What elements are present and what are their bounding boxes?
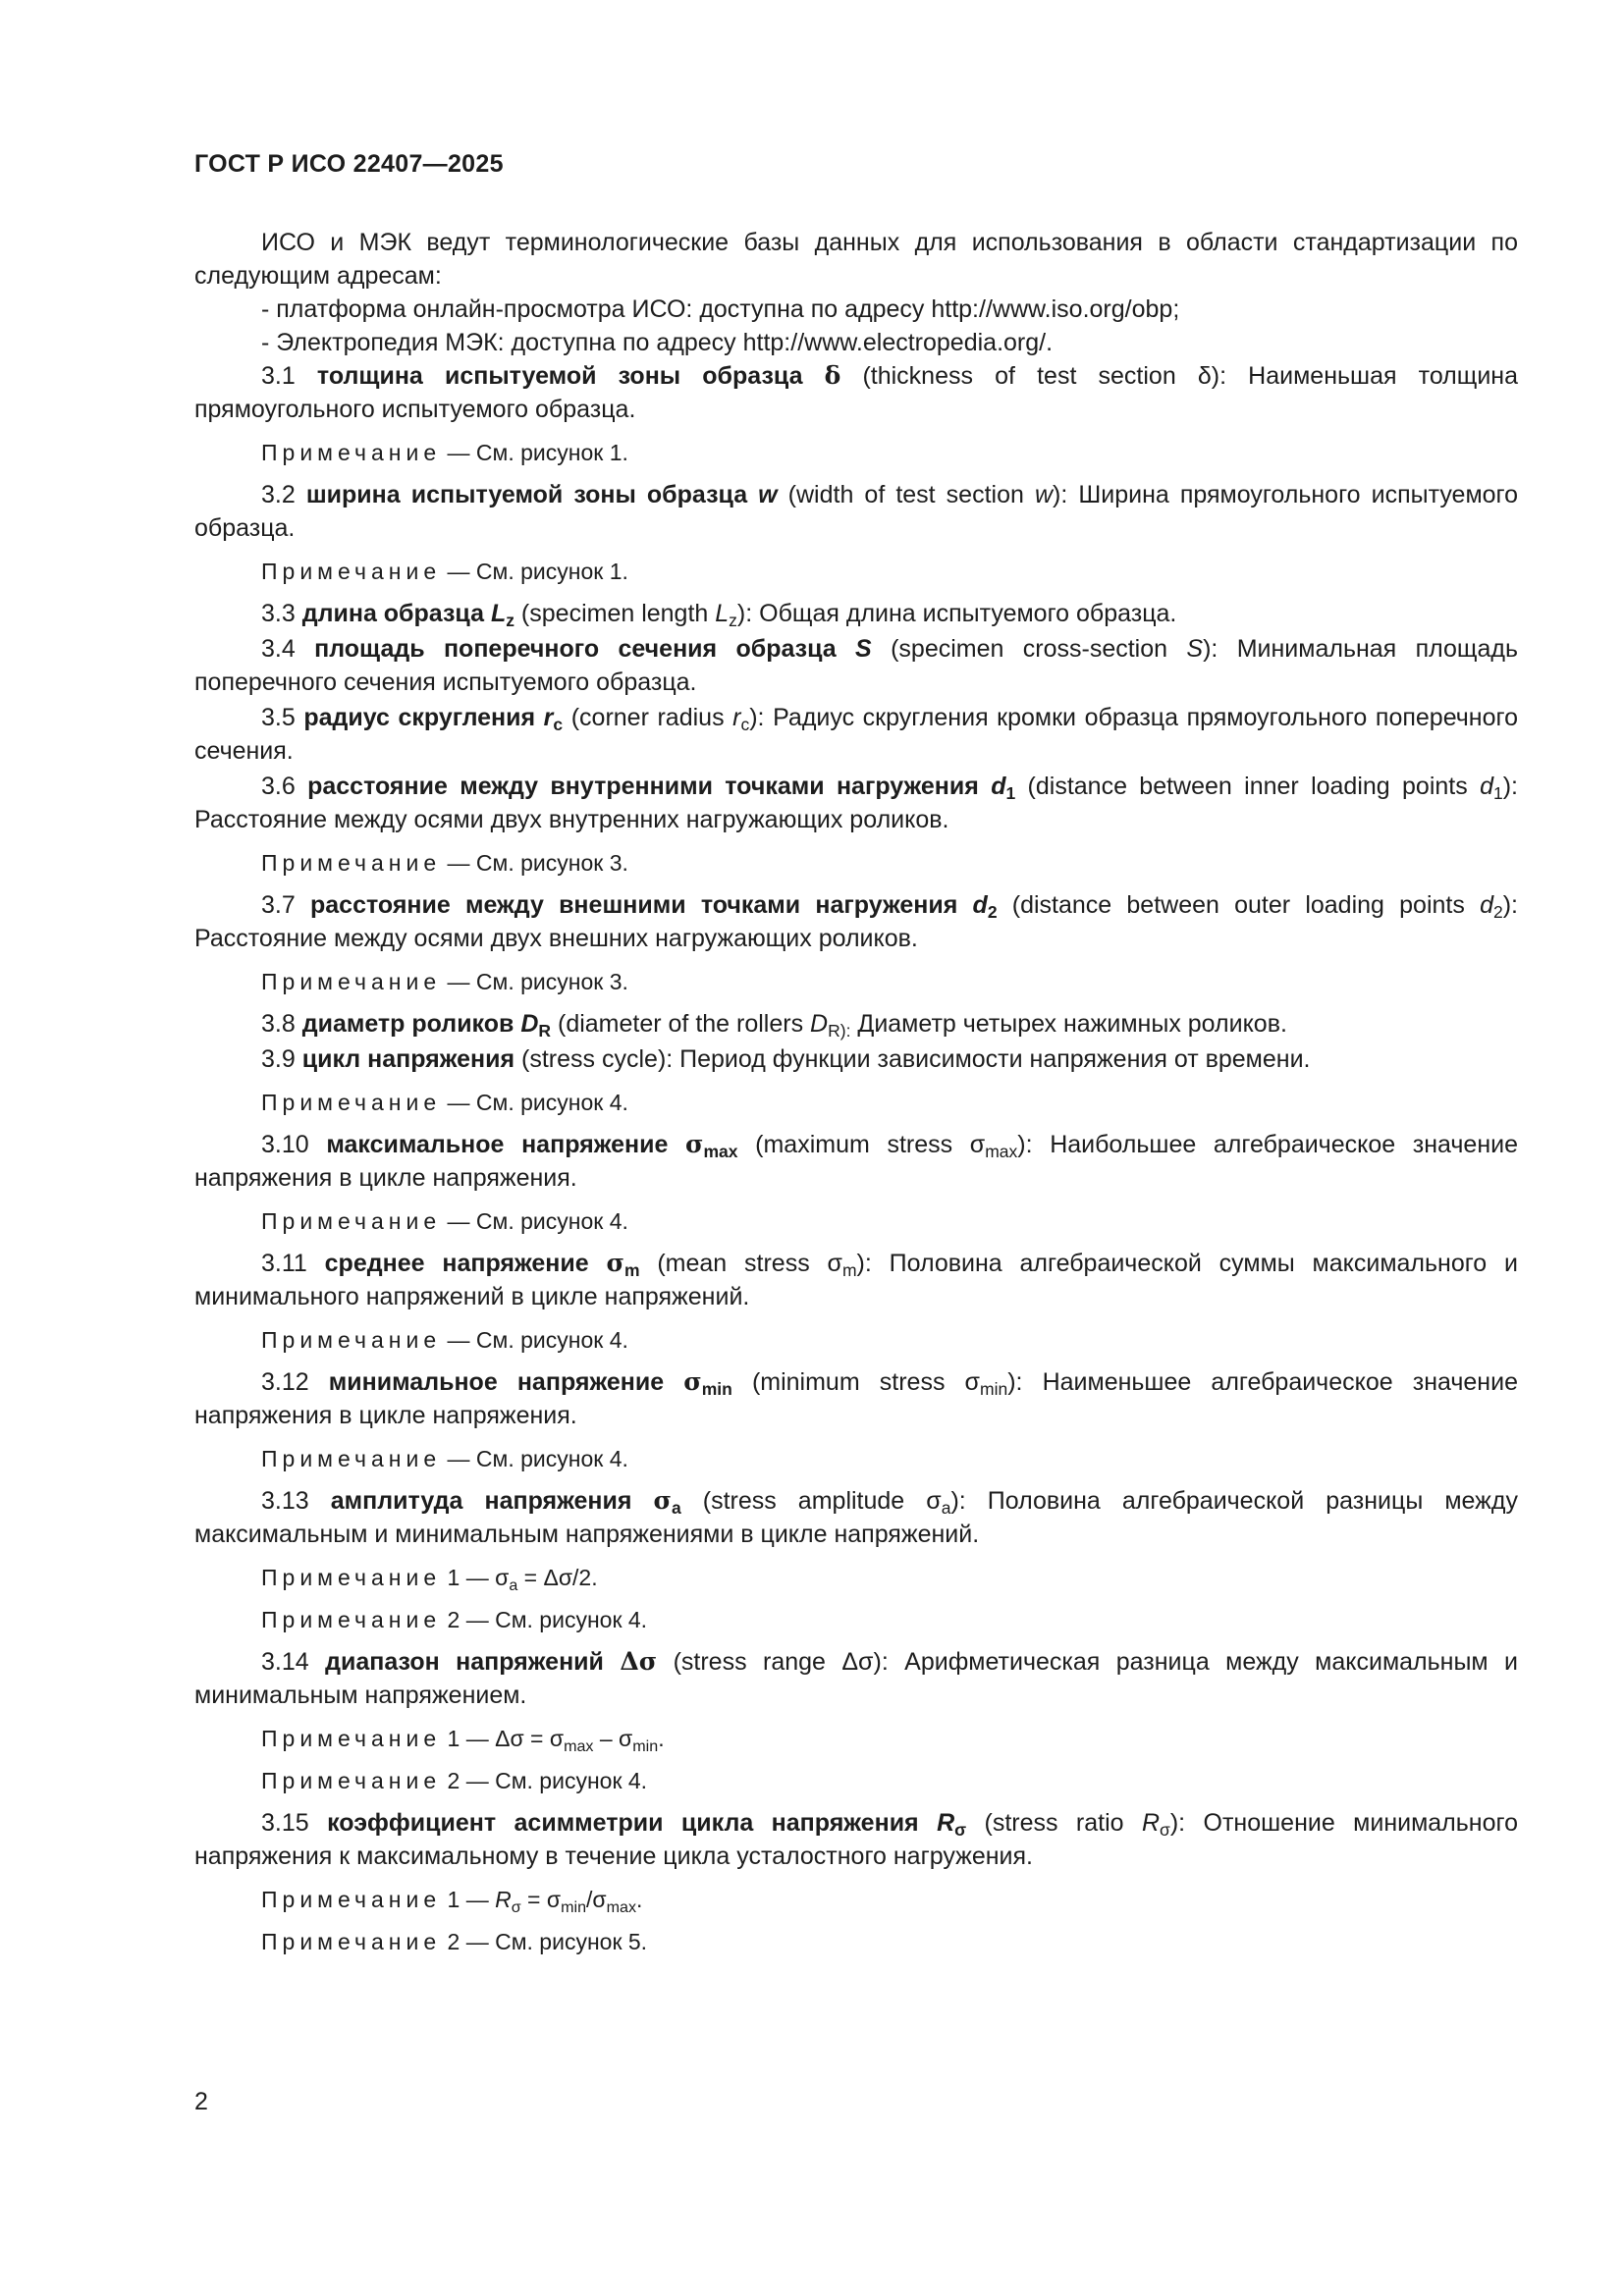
term-3-14: 3.14 диапазон напряжений Δσ (stress range Δσ): Арифметическая разница между максимальным и минимальным напряжением. [194, 1647, 1518, 1709]
note: Примечание 1 — $\Delta\sigma = \sigma_{max} - \sigma_{min}$. [261, 1726, 665, 1755]
note: Примечание — См. рисунок 3. [261, 969, 628, 994]
term-3-15: 3.15 коэффициент асимметрии цикла напряжения $R_\sigma$ (stress ratio $R_\sigma$): Отношение минимального напряжения к максимальному в течение цикла усталостного нагружения. [194, 1809, 1518, 1870]
note: Примечание 1 — $\sigma_a = \Delta\sigma/2$. [261, 1565, 598, 1594]
term-3-9: 3.9 цикл напряжения (stress cycle): Период функции зависимости напряжения от времени. [261, 1045, 1311, 1073]
term-3-8: 3.8 диаметр роликов $D_R$ (diameter of the rollers $D_{R):}$ Диаметр четырех нажимных роликов. [261, 1010, 1287, 1041]
note: Примечание — См. рисунок 1. [261, 559, 628, 584]
term-3-6: 3.6 расстояние между внутренними точками нагружения $d_1$ (distance between inner loading points $d_1$): Расстояние между осями двух внутренних нагружающих роликов. [194, 773, 1518, 833]
term-3-3: 3.3 длина образца $L_z$ (specimen length $L_z$): Общая длина испытуемого образца. [261, 600, 1177, 630]
term-3-7: 3.7 расстояние между внешними точками нагружения $d_2$ (distance between outer loading points $d_2$): Расстояние между осями двух внешних нагружающих роликов. [194, 891, 1518, 952]
intro-list-item: - платформа онлайн-просмотра ИСО: доступна по адресу http://www.iso.org/obp; [261, 295, 1180, 323]
note: Примечание — См. рисунок 4. [261, 1446, 628, 1471]
term-3-4: 3.4 площадь поперечного сечения образца S (specimen cross-section S): Минимальная площадь поперечного сечения испытуемого образца. [194, 635, 1518, 696]
document-body [194, 226, 1518, 1967]
note: Примечание — См. рисунок 1. [261, 440, 628, 465]
document-header: ГОСТ Р ИСО 22407—2025 [194, 150, 504, 178]
note: Примечание — См. рисунок 4. [261, 1090, 628, 1115]
term-3-5: 3.5 радиус скругления $r_c$ (corner radius $r_c$): Радиус скругления кромки образца прямоугольного поперечного сечения. [194, 704, 1518, 765]
note: Примечание 1 — $R_\sigma = \sigma_{min}/\sigma_{max}$. [261, 1887, 643, 1916]
intro-paragraph: ИСО и МЭК ведут терминологические базы данных для использования в области стандартизации по следующим адресам: [194, 229, 1518, 290]
note: Примечание — См. рисунок 4. [261, 1327, 628, 1353]
term-3-13: 3.13 амплитуда напряжения $\sigma_a$ (stress amplitude $\sigma_a$): Половина алгебраической разницы между максимальным и минимальным напряжениями в цикле напряжений. [194, 1486, 1518, 1548]
page-number: 2 [194, 2088, 208, 2115]
term-3-11: 3.11 среднее напряжение $\sigma_m$ (mean stress $\sigma_m$): Половина алгебраической суммы максимального и минимального напряжений в цикле напряжений. [194, 1249, 1519, 1310]
note: Примечание — См. рисунок 3. [261, 850, 628, 876]
term-3-10: 3.10 максимальное напряжение $\sigma_{max}$ (maximum stress $\sigma_{max}$): Наибольшее алгебраическое значение напряжения в цикле напряжения. [194, 1130, 1519, 1192]
note: Примечание — См. рисунок 4. [261, 1208, 628, 1234]
term-3-12: 3.12 минимальное напряжение $\sigma_{min}$ (minimum stress $\sigma_{min}$): Наименьшее алгебраическое значение напряжения в цикле напряжения. [194, 1367, 1518, 1429]
note: Примечание 2 — См. рисунок 4. [261, 1607, 648, 1632]
term-3-1: 3.1 толщина испытуемой зоны образца δ (thickness of test section δ): Наименьшая толщина прямоугольного испытуемого образца. [194, 361, 1519, 423]
note: Примечание 2 — См. рисунок 5. [261, 1929, 648, 1954]
intro-list-item: - Электропедия МЭК: доступна по адресу http://www.electropedia.org/. [261, 329, 1054, 356]
term-3-2: 3.2 ширина испытуемой зоны образца w (width of test section w): Ширина прямоугольного испытуемого образца. [194, 481, 1519, 542]
note: Примечание 2 — См. рисунок 4. [261, 1768, 648, 1793]
